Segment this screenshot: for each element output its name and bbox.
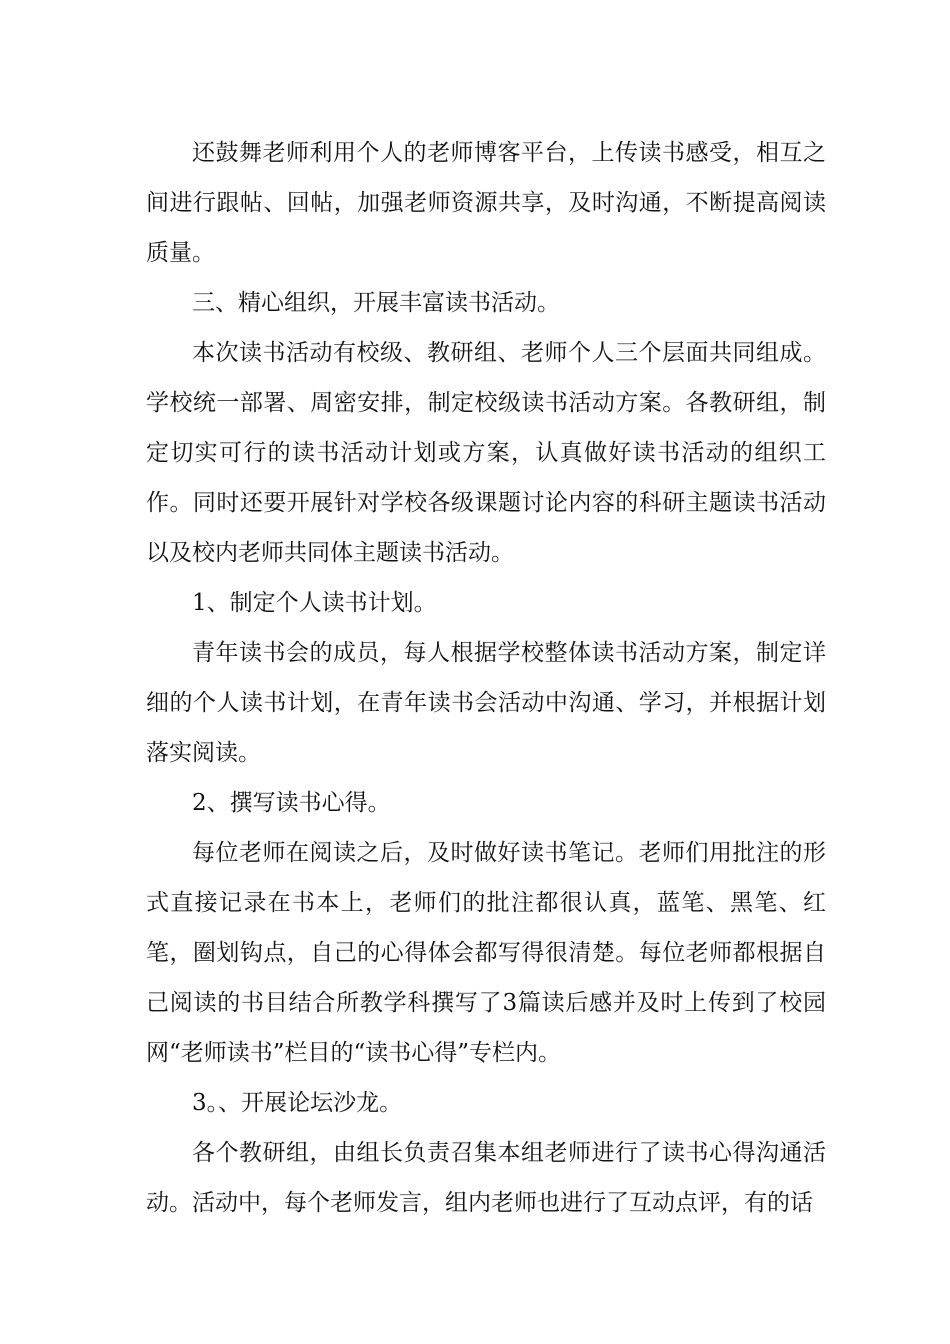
paragraph-forum-salon: 各个教研组，由组长负责召集本组老师进行了读书心得沟通活动。活动中，每个老师发言，组内老师也进行了互动点评，有的话 [146, 1140, 826, 1216]
paragraph-reading-notes: 每位老师在阅读之后，及时做好读书笔记。老师们用批注的形式直接记录在书本上，老师们的批注都很认真，蓝笔、黑笔、红笔，圈划钩点，自己的心得体会都写得很清楚。每位老师都根据自己阅读的书目结合所教学科撰写了3篇读后感并及时上传到了校园网“老师读书”栏目的“读书心得”专栏内。 [146, 840, 826, 1066]
subheading-forum-salon: 3。、开展论坛沙龙。 [192, 1090, 403, 1116]
section-heading-reading-activities: 三、精心组织，开展丰富读书活动。 [192, 290, 560, 316]
paragraph-activity-levels: 本次读书活动有校级、教研组、老师个人三个层面共同组成。学校统一部署、周密安排，制定校级读书活动方案。各教研组，制定切实可行的读书活动计划或方案，认真做好读书活动的组织工作。同时还要开展针对学校各级课题讨论内容的科研主题读书活动以及校内老师共同体主题读书活动。 [146, 340, 826, 566]
document-body [146, 128, 826, 1228]
paragraph-personal-plan: 青年读书会的成员，每人根据学校整体读书活动方案，制定详细的个人读书计划，在青年读书会活动中沟通、学习，并根据计划落实阅读。 [146, 640, 826, 766]
subheading-reading-notes: 2、撰写读书心得。 [192, 790, 391, 816]
subheading-personal-plan: 1、制定个人读书计划。 [192, 590, 437, 616]
paragraph-blog-sharing: 还鼓舞老师利用个人的老师博客平台，上传读书感受，相互之间进行跟帖、回帖，加强老师资源共享，及时沟通，不断提高阅读质量。 [146, 140, 826, 266]
